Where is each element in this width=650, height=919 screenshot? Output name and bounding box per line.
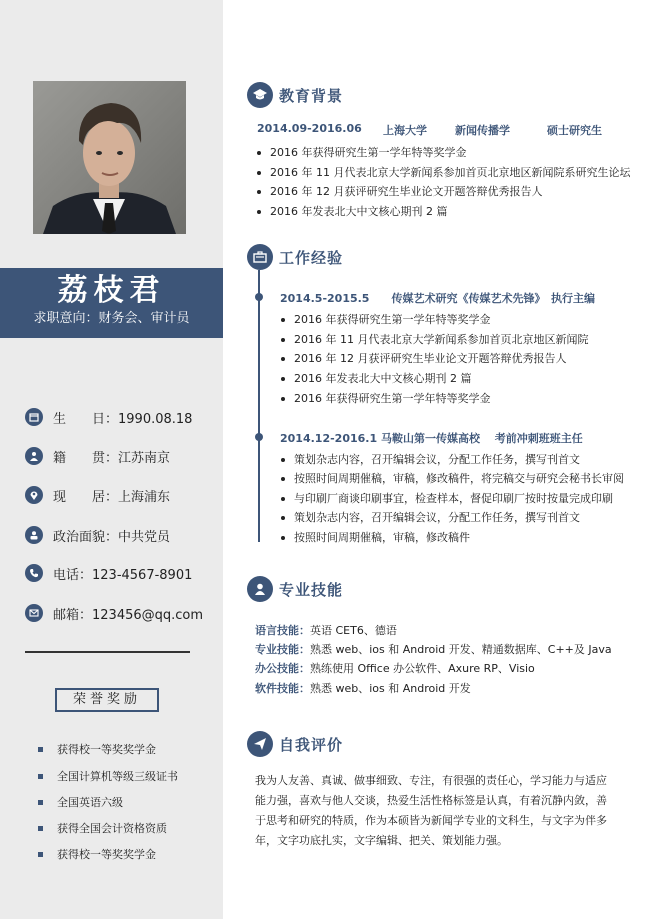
award-item: 全国英语六级 bbox=[38, 794, 123, 810]
work-timeline bbox=[258, 270, 260, 542]
list-item: 2016 年 11 月代表北京大学新闻系参加首页北京地区新闻院系研究生论坛 bbox=[257, 164, 630, 180]
education-summary bbox=[257, 122, 602, 138]
list-item: 2016 年 12 月获评研究生毕业论文开题答辩优秀报告人 bbox=[281, 350, 566, 366]
graduation-cap-icon bbox=[247, 82, 273, 108]
candidate-name: 荔枝君 bbox=[57, 273, 166, 308]
phone-icon bbox=[25, 564, 43, 582]
timeline-dot bbox=[255, 433, 263, 441]
award-item: 获得校一等奖奖学金 bbox=[38, 741, 156, 757]
user-badge-icon bbox=[25, 526, 43, 544]
skills-header bbox=[247, 576, 343, 602]
honors-title: 荣誉奖励 bbox=[55, 688, 159, 712]
education-period: 2014.09-2016.06 bbox=[257, 122, 362, 135]
info-email-text: 邮箱：123456@qq.com bbox=[53, 607, 204, 623]
mail-icon bbox=[25, 604, 43, 622]
info-email bbox=[25, 602, 203, 624]
info-politics bbox=[25, 524, 170, 546]
evaluation-text: 我为人友善、真诚、做事细致、专注，有很强的责任心，学习能力与适应能力强，喜欢与他人交谈，热爱生活性格标签是认真，有着沉静内敛，善于思考和研究的特质，作为本硕皆为新闻学专业的文科生，与文字为伴多年，文字功底扎实，文字编辑、把关、策划能力强。 bbox=[255, 774, 607, 847]
list-item: 2016 年获得研究生第一学年特等奖学金 bbox=[281, 311, 491, 327]
evaluation-header bbox=[247, 731, 343, 757]
calendar-icon bbox=[25, 408, 43, 426]
briefcase-icon bbox=[247, 244, 273, 270]
info-residence-text: 现 居：上海浦东 bbox=[53, 489, 171, 505]
skill-row: 软件技能：熟悉 web、ios 和 Android 开发 bbox=[255, 682, 471, 695]
education-major: 新闻传播学 bbox=[455, 124, 510, 137]
list-item: 2016 年获得研究生第一学年特等奖学金 bbox=[257, 144, 467, 160]
profile-photo bbox=[33, 81, 186, 234]
work-header bbox=[247, 244, 343, 270]
paper-plane-icon bbox=[247, 731, 273, 757]
info-phone bbox=[25, 562, 192, 584]
name-band bbox=[0, 268, 223, 338]
education-degree: 硕士研究生 bbox=[547, 124, 602, 137]
timeline-dot bbox=[255, 293, 263, 301]
info-politics-text: 政治面貌：中共党员 bbox=[53, 529, 171, 545]
list-item: 按照时间周期催稿，审稿，修改稿件，将完稿交与研究会秘书长审阅 bbox=[281, 470, 624, 486]
list-item: 按照时间周期催稿，审稿，修改稿件 bbox=[281, 529, 470, 545]
info-birthday-text: 生 日：1990.08.18 bbox=[53, 411, 193, 427]
skills-title: 专业技能 bbox=[279, 580, 344, 599]
skill-row: 语言技能：英语 CET6、德语 bbox=[255, 624, 397, 637]
info-hometown bbox=[25, 445, 170, 467]
list-item: 2016 年发表北大中文核心期刊 2 篇 bbox=[281, 370, 471, 386]
info-phone-text: 电话：123-4567-8901 bbox=[53, 567, 193, 583]
info-birthday bbox=[25, 406, 192, 428]
list-item: 2016 年 11 月代表北京大学新闻系参加首页北京地区新闻院 bbox=[281, 331, 588, 347]
education-title: 教育背景 bbox=[279, 86, 344, 105]
education-school: 上海大学 bbox=[383, 124, 427, 137]
list-item: 与印刷厂商谈印刷事宜，检查样本，督促印刷厂按时按量完成印刷 bbox=[281, 490, 613, 506]
work-title: 工作经验 bbox=[279, 248, 344, 267]
location-pin-icon bbox=[25, 486, 43, 504]
award-item: 全国计算机等级三级证书 bbox=[38, 768, 178, 784]
user-skill-icon bbox=[247, 576, 273, 602]
list-item: 2016 年发表北大中文核心期刊 2 篇 bbox=[257, 203, 447, 219]
person-icon bbox=[25, 447, 43, 465]
info-residence bbox=[25, 484, 170, 506]
skill-row: 专业技能：熟悉 web、ios 和 Android 开发、精通数据库、C++及 Java bbox=[255, 643, 612, 656]
award-item: 获得全国会计资格资质 bbox=[38, 820, 167, 836]
evaluation-title: 自我评价 bbox=[279, 735, 344, 754]
sidebar-divider bbox=[25, 651, 190, 653]
info-hometown-text: 籍 贯：江苏南京 bbox=[53, 450, 171, 466]
list-item: 策划杂志内容，召开编辑会议，分配工作任务，撰写刊首文 bbox=[281, 509, 580, 525]
job-header: 2014.5-2015.5 传媒艺术研究《传媒艺术先锋》 执行主编 bbox=[280, 292, 595, 305]
job-intent: 求职意向：财务会、审计员 bbox=[33, 311, 190, 326]
list-item: 策划杂志内容，召开编辑会议，分配工作任务，撰写刊首文 bbox=[281, 451, 580, 467]
education-header bbox=[247, 82, 343, 108]
award-item: 获得校一等奖奖学金 bbox=[38, 846, 156, 862]
list-item: 2016 年 12 月获评研究生毕业论文开题答辩优秀报告人 bbox=[257, 183, 542, 199]
job-header: 2014.12-2016.1 马鞍山第一传媒高校 考前冲刺班班主任 bbox=[280, 432, 583, 445]
list-item: 2016 年获得研究生第一学年特等奖学金 bbox=[281, 390, 491, 406]
skill-row: 办公技能：熟练使用 Office 办公软件、Axure RP、Visio bbox=[255, 662, 535, 675]
